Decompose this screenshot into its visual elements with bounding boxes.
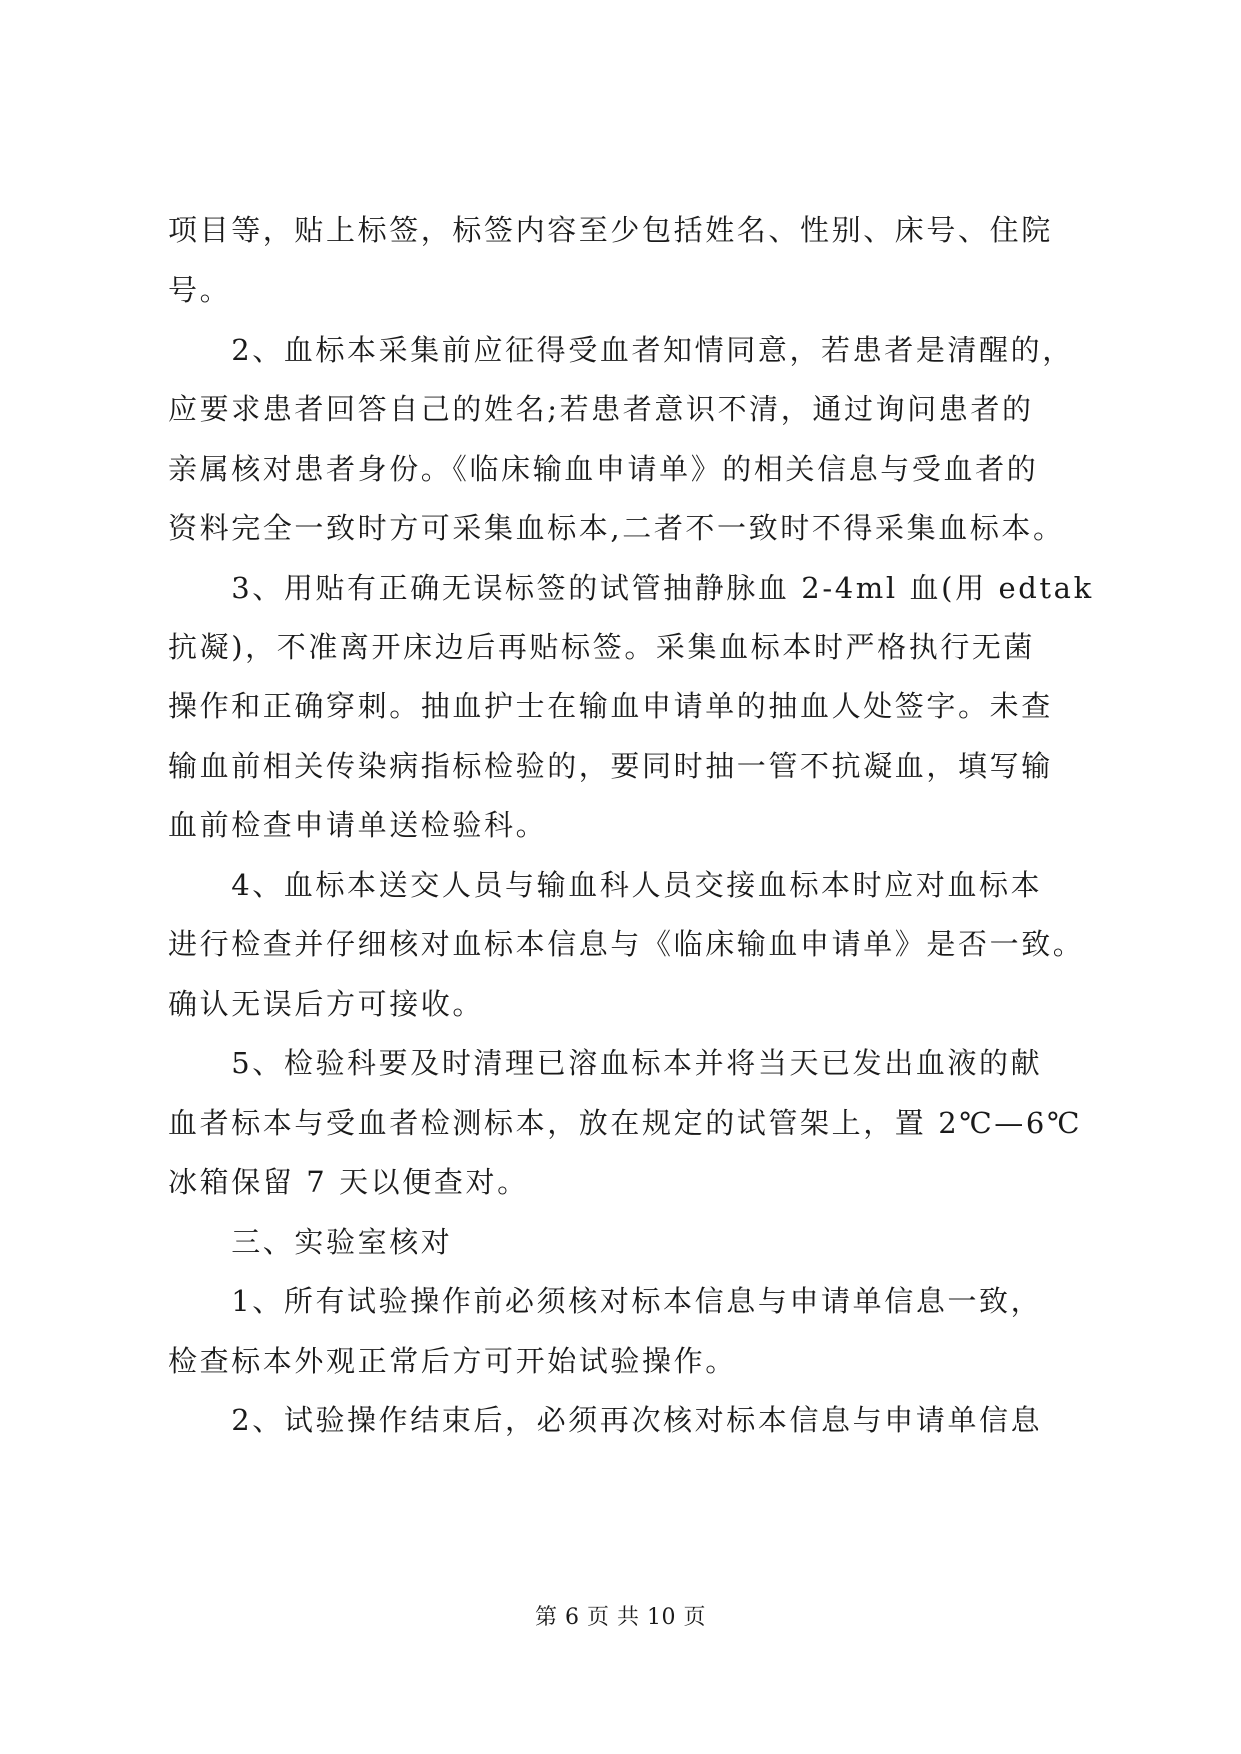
text-line: 亲属核对患者身份。《临床输血申请单》的相关信息与受血者的 [168,452,1039,486]
page-footer: 第 6 页 共 10 页 [535,1605,706,1630]
paragraph-lab-2-start: 2、试验操作结束后，必须再次核对标本信息与申请单信息 [168,1403,1043,1437]
text-line: 抗凝)，不准离开床边后再贴标签。采集血标本时严格执行无菌 [168,630,1036,664]
paragraph-lab-1-start: 1、所有试验操作前必须核对标本信息与申请单信息一致， [168,1284,1043,1318]
text-line: 检查标本外观正常后方可开始试验操作。 [168,1344,737,1378]
text-line: 操作和正确穿刺。抽血护士在输血申请单的抽血人处签字。未查 [168,689,1053,723]
paragraph-3-start: 3、用贴有正确无误标签的试管抽静脉血 2-4ml 血(用 edtak [168,571,1094,605]
text-line: 冰箱保留 7 天以便查对。 [168,1165,529,1199]
paragraph-5-start: 5、检验科要及时清理已溶血标本并将当天已发出血液的献 [168,1046,1043,1080]
text-line: 资料完全一致时方可采集血标本,二者不一致时不得采集血标本。 [168,511,1065,545]
text-line: 进行检查并仔细核对血标本信息与《临床输血申请单》是否一致。 [168,927,1085,961]
text-line: 输血前相关传染病指标检验的，要同时抽一管不抗凝血，填写输 [168,749,1053,783]
paragraph-4-start: 4、血标本送交人员与输血科人员交接血标本时应对血标本 [168,868,1043,902]
text-line: 应要求患者回答自己的姓名;若患者意识不清，通过询问患者的 [168,392,1034,426]
paragraph-2-start: 2、血标本采集前应征得受血者知情同意，若患者是清醒的， [168,333,1074,367]
section-heading: 三、实验室核对 [168,1225,453,1259]
text-line: 号。 [168,273,232,307]
text-line: 确认无误后方可接收。 [168,987,485,1021]
text-line: 血前检查申请单送检验科。 [168,808,548,842]
text-line: 血者标本与受血者检测标本，放在规定的试管架上，置 2℃—6℃ [168,1106,1083,1140]
text-line: 项目等，贴上标签，标签内容至少包括姓名、性别、床号、住院 [168,213,1053,247]
